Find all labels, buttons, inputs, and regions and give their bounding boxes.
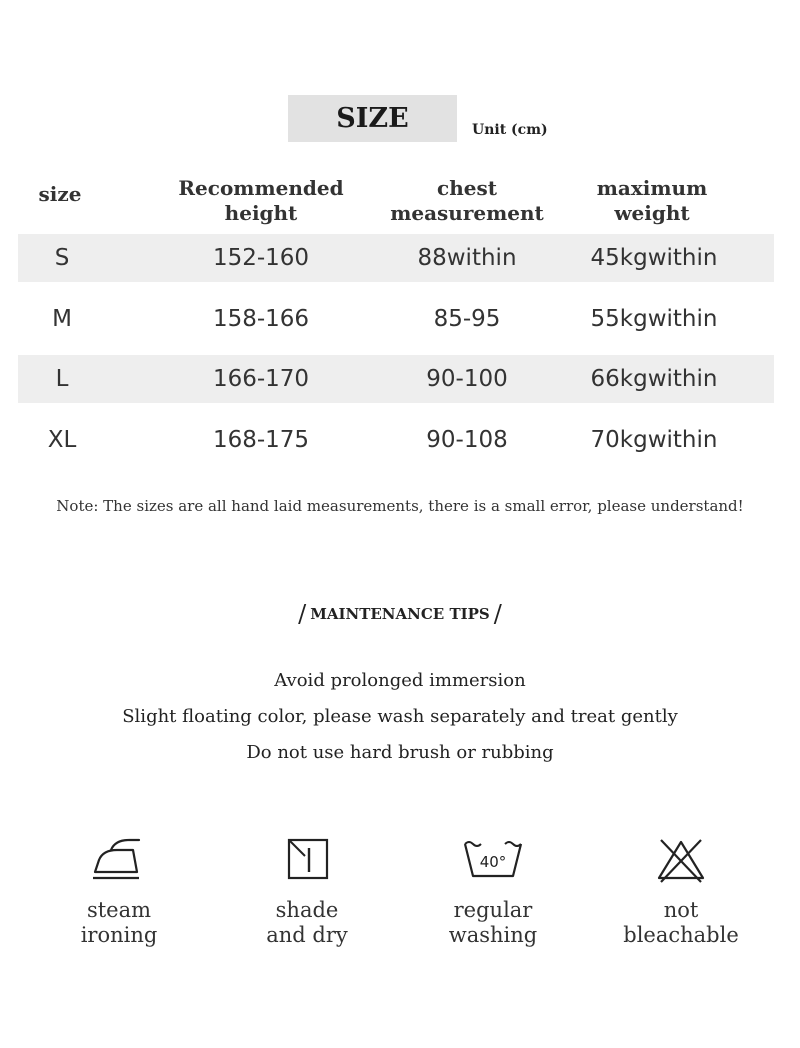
height-cell: 168-175: [212, 427, 310, 453]
table-row: [18, 295, 774, 343]
maintenance-tip: Slight floating color, please wash separately and treat gently: [122, 706, 678, 727]
care-label-line: washing: [448, 923, 538, 947]
size-title: SIZE: [288, 95, 457, 142]
chest-cell: 90-100: [426, 366, 508, 392]
size-cell: XL: [47, 427, 77, 453]
care-label-line: steam: [86, 898, 152, 922]
iron-icon: [89, 836, 149, 884]
weight-cell: 66kgwithin: [590, 366, 718, 392]
care-label-line: not: [663, 898, 699, 922]
maintenance-tip: Avoid prolonged immersion: [274, 670, 526, 691]
height-cell: 166-170: [212, 366, 310, 392]
size-cell: L: [55, 366, 69, 392]
column-header-weight: maximum weight: [596, 176, 708, 225]
chest-cell: 88within: [417, 245, 517, 271]
weight-cell: 45kgwithin: [590, 245, 718, 271]
care-item-steam-ironing: [34, 836, 204, 948]
shade-dry-icon: [277, 836, 337, 884]
care-item-not-bleachable: [596, 836, 766, 948]
table-row: [18, 355, 774, 403]
care-label-line: and dry: [266, 923, 348, 947]
care-label-line: bleachable: [623, 923, 739, 947]
table-row: [18, 416, 774, 464]
care-label-line: shade: [275, 898, 339, 922]
weight-cell: 55kgwithin: [590, 306, 718, 332]
size-cell: M: [52, 306, 72, 332]
care-label-line: ironing: [80, 923, 158, 947]
maintenance-tip: Do not use hard brush or rubbing: [246, 742, 554, 763]
chest-cell: 85-95: [433, 306, 501, 332]
column-header-height: Recommended height: [178, 176, 344, 225]
height-cell: 152-160: [212, 245, 310, 271]
maintenance-title: / MAINTENANCE TIPS /: [298, 600, 502, 628]
no-bleach-icon: [651, 836, 711, 884]
care-label-line: regular: [453, 898, 533, 922]
wash-40-icon: [461, 836, 525, 884]
chest-cell: 90-108: [426, 427, 508, 453]
weight-cell: 70kgwithin: [590, 427, 718, 453]
wash-temperature: 40°: [479, 853, 507, 871]
care-item-regular-washing: [408, 836, 578, 948]
size-note: Note: The sizes are all hand laid measurements, there is a small error, please understand!: [56, 497, 744, 515]
column-header-chest: chest measurement: [390, 176, 544, 225]
height-cell: 158-166: [212, 306, 310, 332]
care-item-shade-dry: [222, 836, 392, 948]
size-cell: S: [54, 245, 70, 271]
unit-label: Unit (cm): [472, 122, 548, 138]
column-header-size: size: [38, 182, 82, 206]
table-row: [18, 234, 774, 282]
